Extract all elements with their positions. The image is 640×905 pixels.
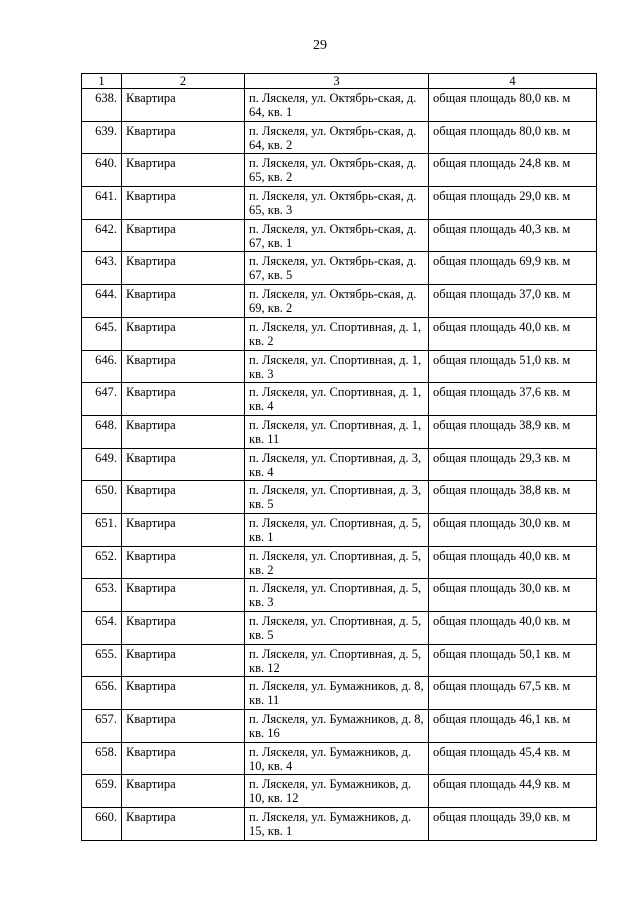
table-row: [82, 89, 597, 122]
address-cell: п. Ляскеля, ул. Бумажников, д. 10, кв. 12: [245, 775, 429, 808]
area-cell: общая площадь 40,0 кв. м: [429, 546, 597, 579]
row-number-cell: 646.: [82, 350, 122, 383]
address-cell: п. Ляскеля, ул. Спортивная, д. 1, кв. 11: [245, 415, 429, 448]
row-number-cell: 656.: [82, 677, 122, 710]
area-cell: общая площадь 37,0 кв. м: [429, 285, 597, 318]
table-row: [82, 448, 597, 481]
address-cell: п. Ляскеля, ул. Октябрь-ская, д. 64, кв. 2: [245, 121, 429, 154]
header-col-1: 1: [82, 74, 122, 89]
header-col-3: 3: [245, 74, 429, 89]
property-type-cell: Квартира: [122, 317, 245, 350]
address-cell: п. Ляскеля, ул. Бумажников, д. 8, кв. 16: [245, 710, 429, 743]
area-cell: общая площадь 40,0 кв. м: [429, 317, 597, 350]
address-cell: п. Ляскеля, ул. Спортивная, д. 1, кв. 2: [245, 317, 429, 350]
property-type-cell: Квартира: [122, 415, 245, 448]
area-cell: общая площадь 51,0 кв. м: [429, 350, 597, 383]
table-header: [82, 74, 597, 89]
row-number-cell: 651.: [82, 513, 122, 546]
address-cell: п. Ляскеля, ул. Октябрь-ская, д. 65, кв. 3: [245, 187, 429, 220]
row-number-cell: 654.: [82, 612, 122, 645]
property-table: [81, 73, 597, 841]
property-type-cell: Квартира: [122, 644, 245, 677]
row-number-cell: 658.: [82, 742, 122, 775]
property-type-cell: Квартира: [122, 154, 245, 187]
area-cell: общая площадь 30,0 кв. м: [429, 513, 597, 546]
address-cell: п. Ляскеля, ул. Спортивная, д. 3, кв. 4: [245, 448, 429, 481]
address-cell: п. Ляскеля, ул. Спортивная, д. 5, кв. 5: [245, 612, 429, 645]
property-type-cell: Квартира: [122, 775, 245, 808]
row-number-cell: 659.: [82, 775, 122, 808]
property-type-cell: Квартира: [122, 383, 245, 416]
address-cell: п. Ляскеля, ул. Октябрь-ская, д. 67, кв. 1: [245, 219, 429, 252]
row-number-cell: 652.: [82, 546, 122, 579]
row-number-cell: 641.: [82, 187, 122, 220]
row-number-cell: 647.: [82, 383, 122, 416]
area-cell: общая площадь 44,9 кв. м: [429, 775, 597, 808]
property-type-cell: Квартира: [122, 252, 245, 285]
area-cell: общая площадь 29,0 кв. м: [429, 187, 597, 220]
property-type-cell: Квартира: [122, 546, 245, 579]
area-cell: общая площадь 40,3 кв. м: [429, 219, 597, 252]
area-cell: общая площадь 69,9 кв. м: [429, 252, 597, 285]
address-cell: п. Ляскеля, ул. Спортивная, д. 5, кв. 3: [245, 579, 429, 612]
address-cell: п. Ляскеля, ул. Бумажников, д. 10, кв. 4: [245, 742, 429, 775]
area-cell: общая площадь 29,3 кв. м: [429, 448, 597, 481]
address-cell: п. Ляскеля, ул. Октябрь-ская, д. 67, кв. 5: [245, 252, 429, 285]
area-cell: общая площадь 38,8 кв. м: [429, 481, 597, 514]
property-type-cell: Квартира: [122, 121, 245, 154]
row-number-cell: 650.: [82, 481, 122, 514]
address-cell: п. Ляскеля, ул. Бумажников, д. 8, кв. 11: [245, 677, 429, 710]
row-number-cell: 653.: [82, 579, 122, 612]
property-type-cell: Квартира: [122, 710, 245, 743]
property-type-cell: Квартира: [122, 350, 245, 383]
header-col-4: 4: [429, 74, 597, 89]
area-cell: общая площадь 37,6 кв. м: [429, 383, 597, 416]
address-cell: п. Ляскеля, ул. Октябрь-ская, д. 69, кв. 2: [245, 285, 429, 318]
table-row: [82, 644, 597, 677]
table-row: [82, 154, 597, 187]
table-row: [82, 612, 597, 645]
property-type-cell: Квартира: [122, 481, 245, 514]
property-type-cell: Квартира: [122, 612, 245, 645]
property-type-cell: Квартира: [122, 677, 245, 710]
table-row: [82, 710, 597, 743]
property-type-cell: Квартира: [122, 808, 245, 841]
table-row: [82, 677, 597, 710]
area-cell: общая площадь 67,5 кв. м: [429, 677, 597, 710]
table-row: [82, 546, 597, 579]
property-type-cell: Квартира: [122, 742, 245, 775]
address-cell: п. Ляскеля, ул. Спортивная, д. 5, кв. 2: [245, 546, 429, 579]
address-cell: п. Ляскеля, ул. Спортивная, д. 1, кв. 4: [245, 383, 429, 416]
row-number-cell: 642.: [82, 219, 122, 252]
property-type-cell: Квартира: [122, 187, 245, 220]
table-row: [82, 350, 597, 383]
table-row: [82, 808, 597, 841]
area-cell: общая площадь 40,0 кв. м: [429, 612, 597, 645]
row-number-cell: 644.: [82, 285, 122, 318]
area-cell: общая площадь 80,0 кв. м: [429, 89, 597, 122]
address-cell: п. Ляскеля, ул. Октябрь-ская, д. 65, кв. 2: [245, 154, 429, 187]
table-row: [82, 383, 597, 416]
row-number-cell: 648.: [82, 415, 122, 448]
address-cell: п. Ляскеля, ул. Октябрь-ская, д. 64, кв. 1: [245, 89, 429, 122]
property-type-cell: Квартира: [122, 89, 245, 122]
table-row: [82, 219, 597, 252]
table-row: [82, 415, 597, 448]
table-row: [82, 742, 597, 775]
area-cell: общая площадь 30,0 кв. м: [429, 579, 597, 612]
address-cell: п. Ляскеля, ул. Спортивная, д. 3, кв. 5: [245, 481, 429, 514]
property-type-cell: Квартира: [122, 579, 245, 612]
area-cell: общая площадь 39,0 кв. м: [429, 808, 597, 841]
property-type-cell: Квартира: [122, 219, 245, 252]
row-number-cell: 643.: [82, 252, 122, 285]
header-row: [82, 74, 597, 89]
area-cell: общая площадь 45,4 кв. м: [429, 742, 597, 775]
table-body: [82, 89, 597, 841]
row-number-cell: 655.: [82, 644, 122, 677]
row-number-cell: 649.: [82, 448, 122, 481]
table-row: [82, 775, 597, 808]
area-cell: общая площадь 46,1 кв. м: [429, 710, 597, 743]
table-row: [82, 317, 597, 350]
row-number-cell: 638.: [82, 89, 122, 122]
row-number-cell: 640.: [82, 154, 122, 187]
row-number-cell: 660.: [82, 808, 122, 841]
area-cell: общая площадь 50,1 кв. м: [429, 644, 597, 677]
table-row: [82, 481, 597, 514]
table-row: [82, 187, 597, 220]
page-number: 29: [313, 38, 327, 53]
area-cell: общая площадь 38,9 кв. м: [429, 415, 597, 448]
table-row: [82, 252, 597, 285]
table-row: [82, 513, 597, 546]
address-cell: п. Ляскеля, ул. Спортивная, д. 1, кв. 3: [245, 350, 429, 383]
address-cell: п. Ляскеля, ул. Спортивная, д. 5, кв. 1: [245, 513, 429, 546]
table-row: [82, 285, 597, 318]
area-cell: общая площадь 80,0 кв. м: [429, 121, 597, 154]
property-type-cell: Квартира: [122, 448, 245, 481]
address-cell: п. Ляскеля, ул. Бумажников, д. 15, кв. 1: [245, 808, 429, 841]
table-row: [82, 579, 597, 612]
header-col-2: 2: [122, 74, 245, 89]
area-cell: общая площадь 24,8 кв. м: [429, 154, 597, 187]
row-number-cell: 639.: [82, 121, 122, 154]
property-type-cell: Квартира: [122, 285, 245, 318]
address-cell: п. Ляскеля, ул. Спортивная, д. 5, кв. 12: [245, 644, 429, 677]
row-number-cell: 645.: [82, 317, 122, 350]
table-row: [82, 121, 597, 154]
row-number-cell: 657.: [82, 710, 122, 743]
property-type-cell: Квартира: [122, 513, 245, 546]
